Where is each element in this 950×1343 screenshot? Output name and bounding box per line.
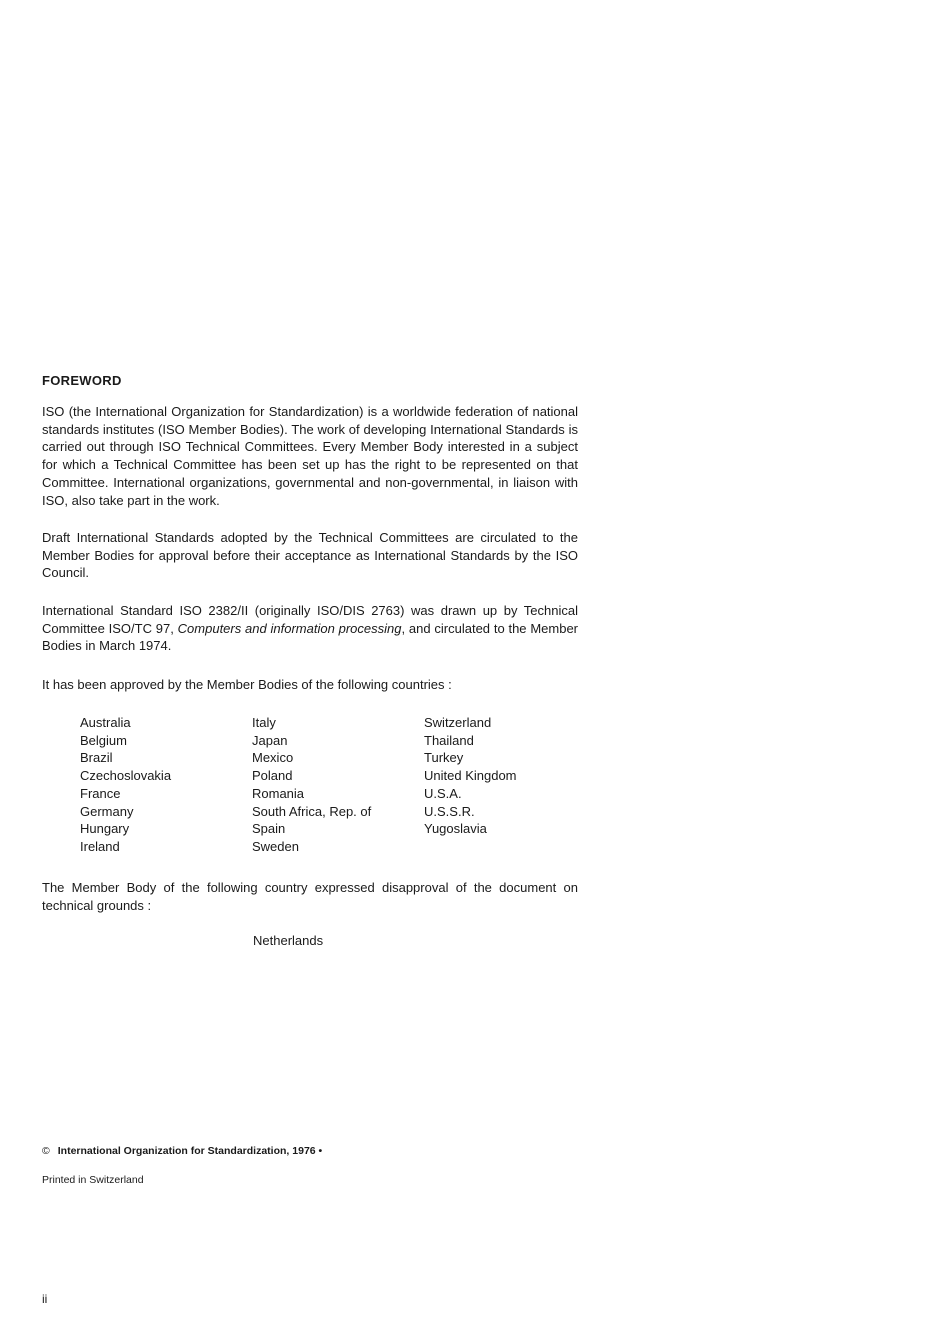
paragraph-standard-origin <box>42 602 578 655</box>
country-item: Sweden <box>252 838 299 854</box>
approving-countries-list <box>80 714 596 856</box>
country-item: Poland <box>252 768 293 784</box>
disapproving-country: Netherlands <box>253 933 324 948</box>
country-item: Thailand <box>424 732 474 748</box>
country-item: Ireland <box>80 838 120 854</box>
country-item: Czechoslovakia <box>80 768 172 784</box>
country-item: Romania <box>252 785 305 801</box>
country-item: U.S.S.R. <box>424 803 475 819</box>
page-number: ii <box>42 1292 48 1306</box>
paragraph-standard-origin-start: International Standard ISO 2382/II (originally ISO/DIS 2763) was drawn up by Technical Committee ISO/TC 97, <box>42 603 578 636</box>
country-item: South Africa, Rep. of <box>252 803 372 819</box>
country-item: Mexico <box>252 750 294 766</box>
countries-column-3 <box>424 714 596 856</box>
country-item: Hungary <box>80 821 130 837</box>
country-item: Italy <box>252 715 276 730</box>
country-item: Belgium <box>80 732 127 748</box>
printed-location: Printed in Switzerland <box>42 1174 144 1186</box>
country-item: Japan <box>252 732 288 748</box>
copyright-text: International Organization for Standardization, 1976 • <box>57 1145 323 1157</box>
countries-column-2 <box>252 714 424 856</box>
country-item: Spain <box>252 821 286 837</box>
copyright-notice <box>42 1145 322 1157</box>
country-item: Switzerland <box>424 715 492 730</box>
paragraph-standard-origin-end: , and circulated to the Member Bodies in March 1974. <box>42 620 579 654</box>
foreword-heading: FOREWORD <box>42 373 122 388</box>
paragraph-draft-standards: Draft International Standards adopted by the Technical Committees are circulated to the Member Bodies for approval before their acceptance as International Standards by the ISO Council. <box>42 530 578 581</box>
country-item: Yugoslavia <box>424 821 487 837</box>
paragraph-approval: It has been approved by the Member Bodies of the following countries : <box>42 677 452 692</box>
country-item: Australia <box>80 715 131 730</box>
countries-column-1 <box>80 714 252 856</box>
country-item: U.S.A. <box>424 785 462 801</box>
copyright-symbol: © <box>42 1145 50 1157</box>
committee-title: Computers and information processing <box>177 620 402 636</box>
paragraph-iso-description: ISO (the International Organization for Standardization) is a worldwide federation of national standards institutes (ISO Member Bodies). The work of developing International Standards is carried out through ISO Technical Committees. Every Member Body interested in a subject for which a Technical Committee has been set up has the right to be represented on that Committee. International organizations, governmental and non-governmental, in liaison with ISO, also take part in the work. <box>42 404 578 508</box>
country-item: Germany <box>80 803 134 819</box>
country-item: France <box>80 785 121 801</box>
country-item: Turkey <box>424 750 464 766</box>
country-item: United Kingdom <box>424 768 517 784</box>
paragraph-disapproval: The Member Body of the following country expressed disapproval of the document on technical grounds : <box>42 880 578 913</box>
country-item: Brazil <box>80 750 113 766</box>
